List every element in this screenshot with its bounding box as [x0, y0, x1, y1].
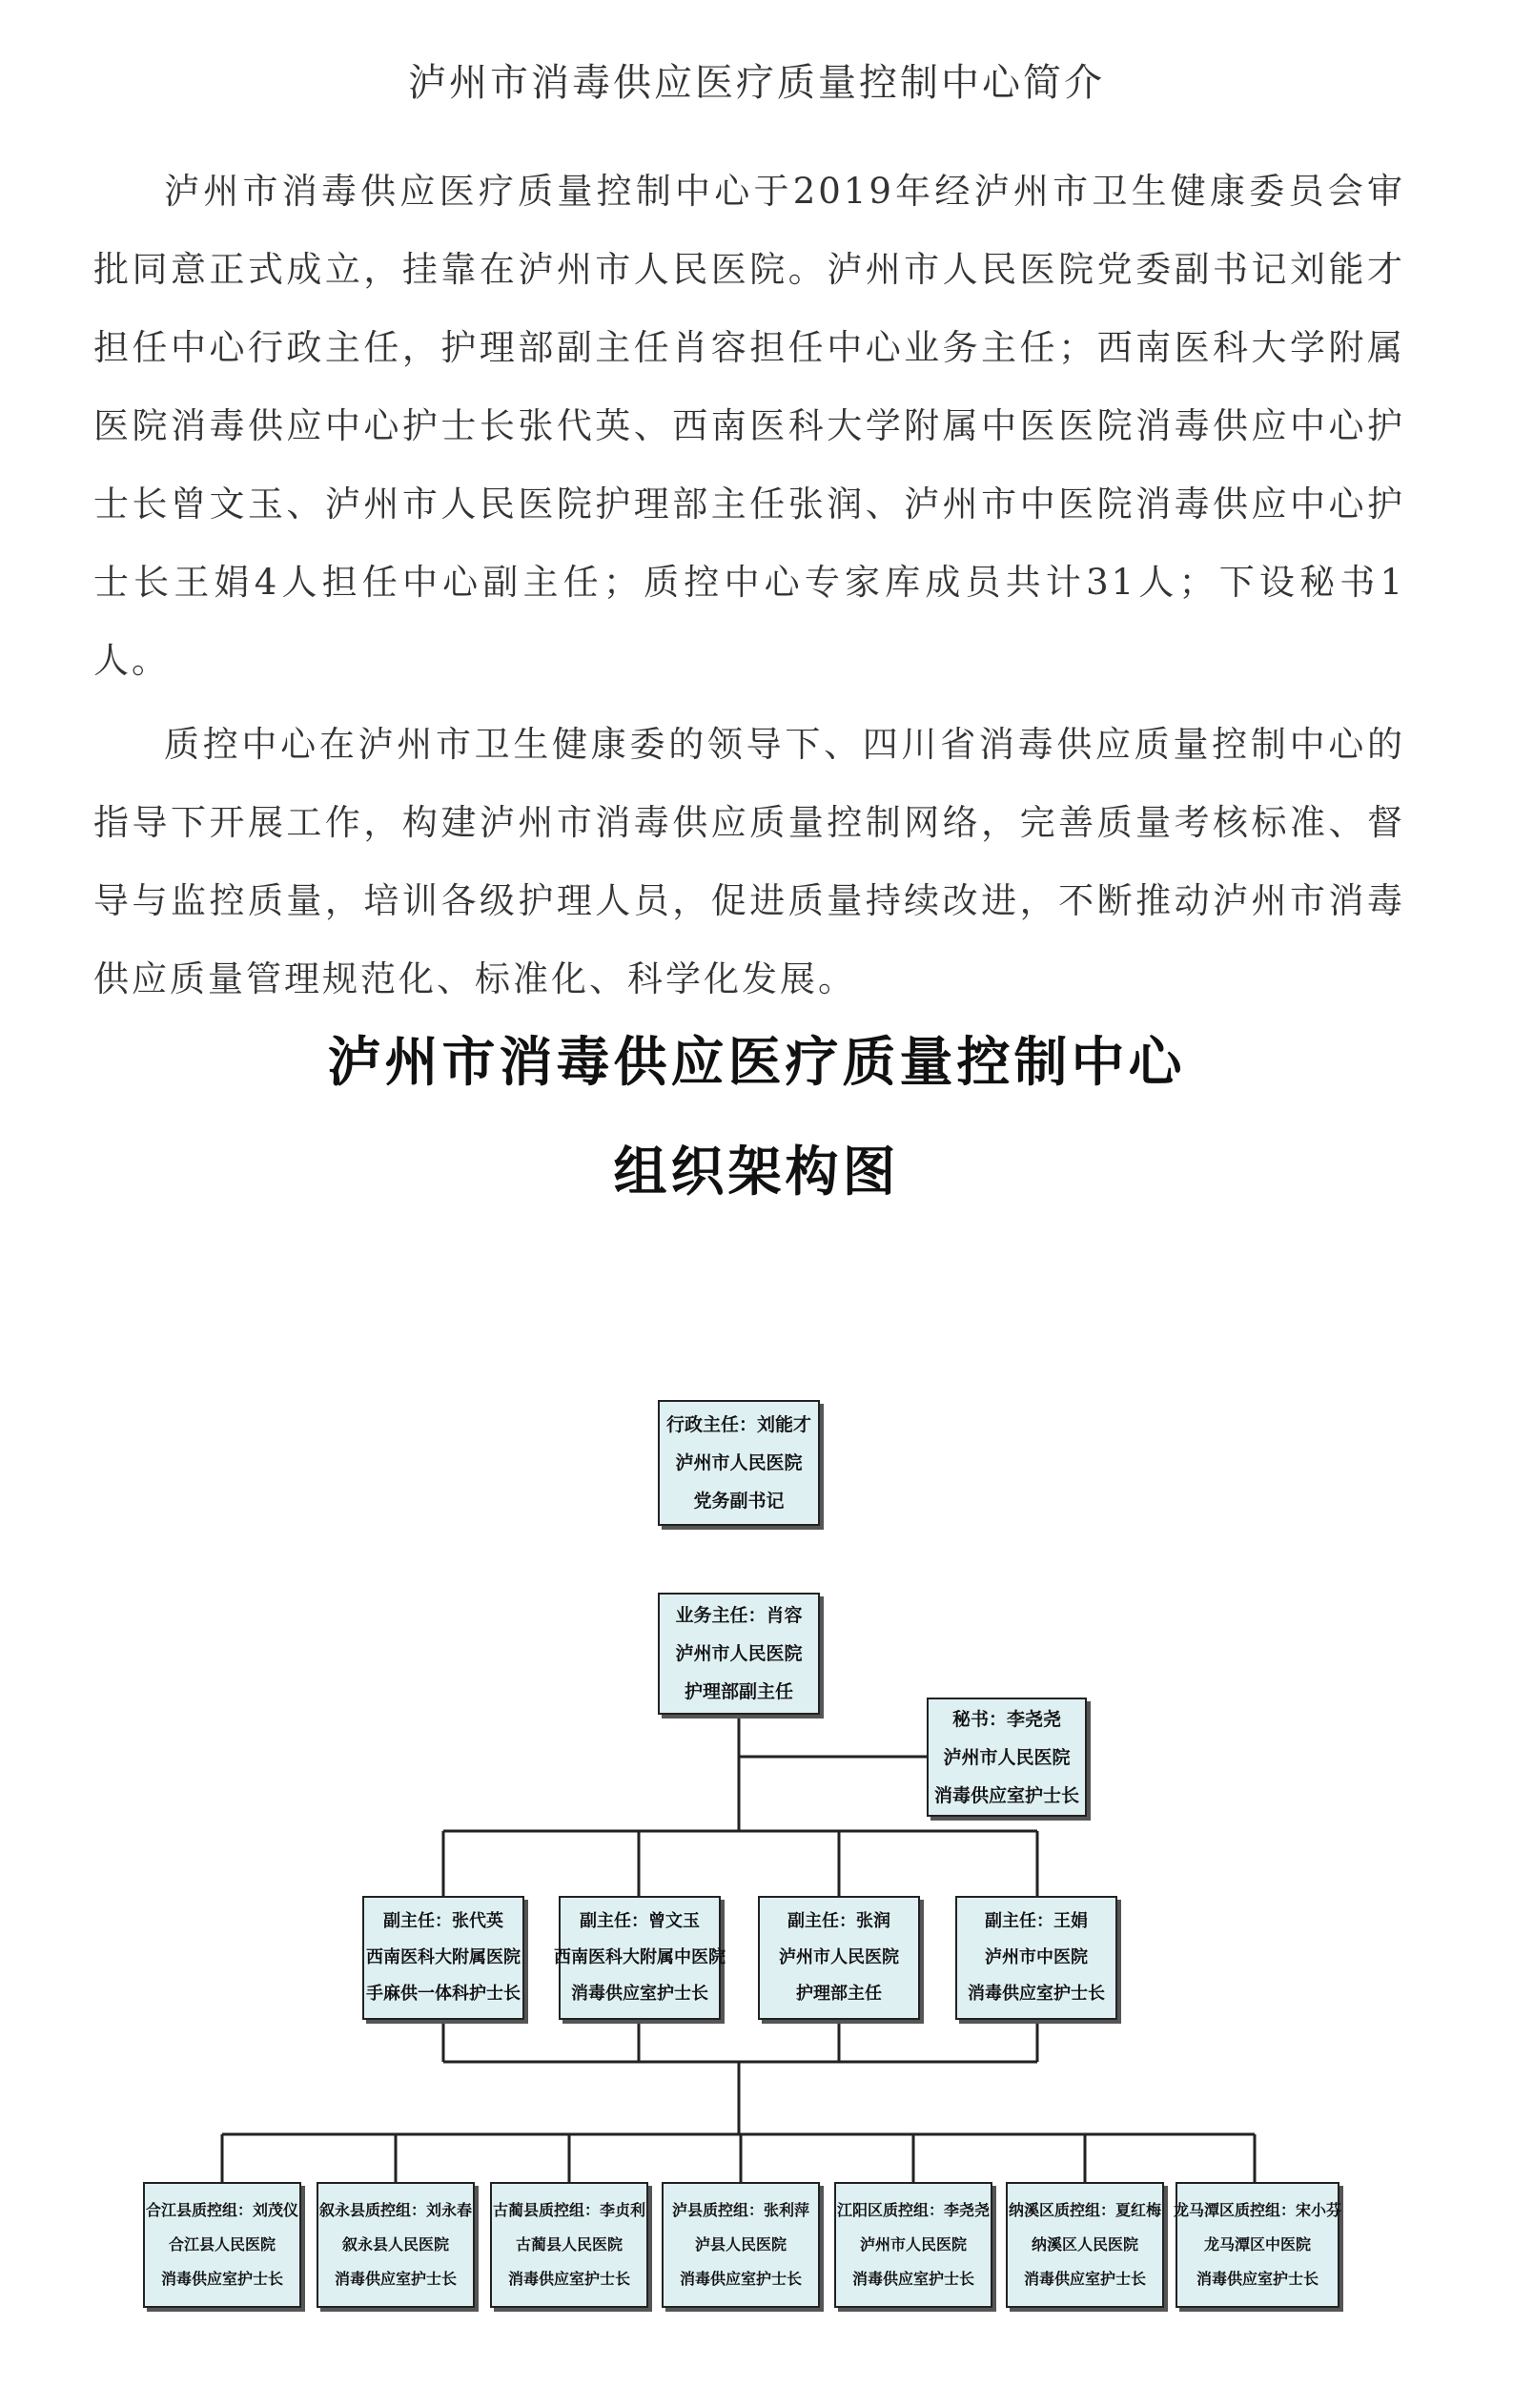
document-title: 泸州市消毒供应医疗质量控制中心简介 — [408, 61, 1105, 105]
node-deputy-2: 副主任：曾文玉 西南医科大附属中医院 消毒供应室护士长 — [559, 1896, 721, 2020]
node-group-naxi: 纳溪区质控组：夏红梅 纳溪区人民医院 消毒供应室护士长 — [1006, 2182, 1164, 2308]
node-group-luxian: 泸县质控组：张利萍 泸县人民医院 消毒供应室护士长 — [662, 2182, 820, 2308]
node-admin-director: 行政主任：刘能才 泸州市人民医院 党务副书记 — [658, 1400, 820, 1526]
node-group-longmatan: 龙马潭区质控组：宋小芬 龙马潭区中医院 消毒供应室护士长 — [1176, 2182, 1339, 2308]
org-chart-title: 泸州市消毒供应医疗质量控制中心 — [327, 1032, 1186, 1094]
org-chart-subtitle: 组织架构图 — [613, 1142, 900, 1204]
node-group-hejiang: 合江县质控组：刘茂仪 合江县人民医院 消毒供应室护士长 — [143, 2182, 301, 2308]
node-group-gulin: 古蔺县质控组：李贞利 古蔺县人民医院 消毒供应室护士长 — [490, 2182, 648, 2308]
node-secretary: 秘书：李尧尧 泸州市人民医院 消毒供应室护士长 — [927, 1698, 1087, 1817]
node-deputy-4: 副主任：王娟 泸州市中医院 消毒供应室护士长 — [955, 1896, 1117, 2020]
node-group-xuyong: 叙永县质控组：刘永春 叙永县人民医院 消毒供应室护士长 — [317, 2182, 475, 2308]
intro-paragraph-2: 质控中心在泸州市卫生健康委的领导下、四川省消毒供应质量控制中心的指导下开展工作，构建泸州市消毒供应质量控制网络，完善质量考核标准、督导与监控质量，培训各级护理人员，促进质量持续改进，不断推动泸州市消毒供应质量管理规范化、标准化、科学化发展。 — [93, 724, 1405, 999]
node-group-jiangyang: 江阳区质控组：李尧尧 泸州市人民医院 消毒供应室护士长 — [834, 2182, 992, 2308]
intro-paragraph-1: 泸州市消毒供应医疗质量控制中心于2019年经泸州市卫生健康委员会审批同意正式成立，挂靠在泸州市人民医院。泸州市人民医院党委副书记刘能才担任中心行政主任，护理部副主任肖容担任中心业务主任；西南医科大学附属医院消毒供应中心护士长张代英、西南医科大学附属中医医院消毒供应中心护士长曾文玉、泸州市人民医院护理部主任张润、泸州市中医院消毒供应中心护士长王娟4人担任中心副主任；质控中心专家库成员共计31人；下设秘书1人。 — [93, 171, 1405, 681]
node-deputy-3: 副主任：张润 泸州市人民医院 护理部主任 — [758, 1896, 920, 2020]
node-business-director: 业务主任：肖容 泸州市人民医院 护理部副主任 — [658, 1593, 820, 1715]
node-deputy-1: 副主任：张代英 西南医科大附属医院 手麻供一体科护士长 — [362, 1896, 524, 2020]
